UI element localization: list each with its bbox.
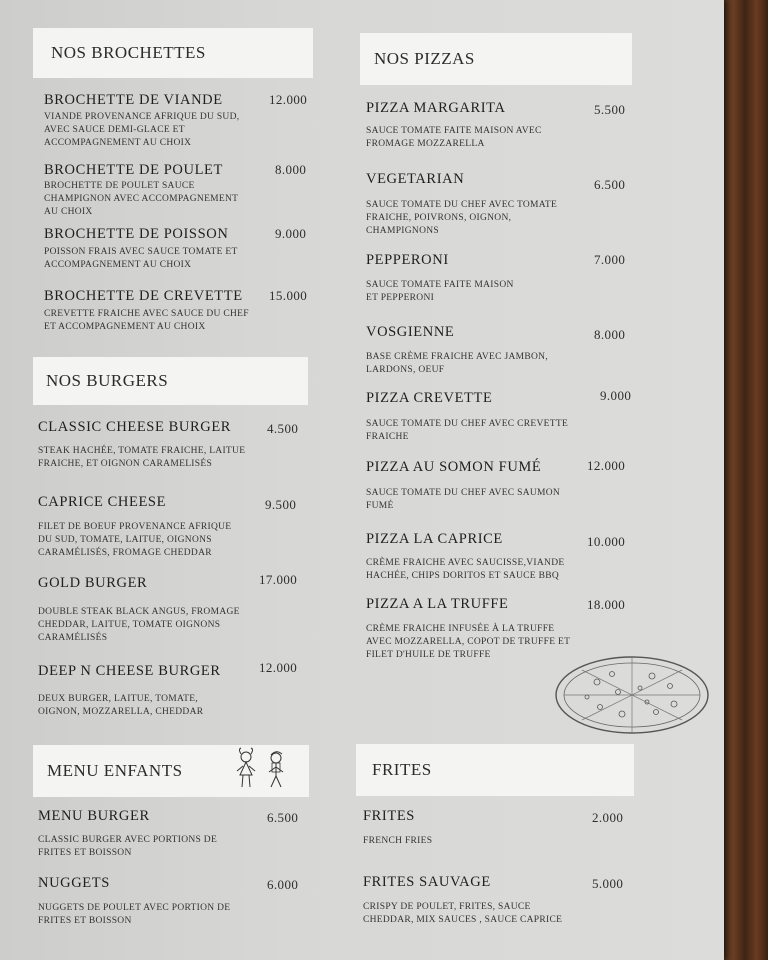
section-header-menu-enfants xyxy=(33,745,309,797)
item-description: CREVETTE FRAICHE AVEC SAUCE DU CHEF ET ACCOMPAGNEMENT AU CHOIX xyxy=(44,309,249,332)
item-name: NUGGETS xyxy=(38,875,110,891)
menu-item xyxy=(38,494,308,564)
item-price: 9.000 xyxy=(600,388,632,403)
wooden-table xyxy=(722,0,768,960)
menu-item xyxy=(44,162,312,218)
item-price: 17.000 xyxy=(259,572,298,587)
menu-item xyxy=(44,226,312,272)
item-name: FRITES xyxy=(363,808,415,824)
pizza-drawing-icon xyxy=(552,652,712,738)
item-description: CRÈME FRAICHE AVEC SAUCISSE,VIANDE HACHÉE, CHIPS DORITOS ET SAUCE BBQ xyxy=(366,558,565,581)
item-price: 9.000 xyxy=(275,226,307,241)
item-description: NUGGETS DE POULET AVEC PORTION DE FRITES ET BOISSON xyxy=(38,903,231,926)
item-description: STEAK HACHÉE, TOMATE FRAICHE, LAITUE FRAICHE, ET OIGNON CARAMELISÉS xyxy=(38,446,246,469)
item-name: PIZZA A LA TRUFFE xyxy=(366,596,509,612)
item-name: VOSGIENNE xyxy=(366,324,455,340)
item-description: DOUBLE STEAK BLACK ANGUS, FROMAGE CHEDDAR, LAITUE, TOMATE OIGNONS CARAMÉLISÉS xyxy=(38,607,240,643)
menu-item xyxy=(366,459,631,511)
item-name: PIZZA AU SOMON FUMÉ xyxy=(366,459,542,475)
item-price: 15.000 xyxy=(269,288,308,303)
item-name: FRITES SAUVAGE xyxy=(363,874,491,890)
item-price: 2.000 xyxy=(592,810,624,825)
item-name: BROCHETTE DE CREVETTE xyxy=(44,288,243,304)
section-title: NOS BROCHETTES xyxy=(51,43,206,62)
item-price: 10.000 xyxy=(587,534,626,549)
item-name: BROCHETTE DE VIANDE xyxy=(44,92,223,108)
item-price: 6.500 xyxy=(594,177,626,192)
item-price: 9.500 xyxy=(265,497,297,512)
item-name: CLASSIC CHEESE BURGER xyxy=(38,419,232,435)
item-name: PIZZA MARGARITA xyxy=(366,100,506,116)
kids-drawing-icon xyxy=(229,745,299,797)
menu-item xyxy=(366,100,631,156)
item-price: 12.000 xyxy=(259,660,298,675)
item-description: DEUX BURGER, LAITUE, TOMATE, OIGNON, MOZZARELLA, CHEDDAR xyxy=(38,694,204,717)
item-description: CLASSIC BURGER AVEC PORTIONS DE FRITES ET BOISSON xyxy=(38,835,218,858)
item-name: PEPPERONI xyxy=(366,252,449,268)
item-description: FILET DE BOEUF PROVENANCE AFRIQUE DU SUD, TOMATE, LAITUE, OIGNONS CARAMÉLISÉS, FROMAGE CHEDDAR xyxy=(38,522,232,558)
section-title: FRITES xyxy=(372,760,432,779)
menu-item xyxy=(44,288,312,336)
item-name: VEGETARIAN xyxy=(366,171,465,187)
item-price: 6.500 xyxy=(267,810,299,825)
item-price: 7.000 xyxy=(594,252,626,267)
item-description: SAUCE TOMATE FAITE MAISON ET PEPPERONI xyxy=(366,280,514,303)
item-price: 6.000 xyxy=(267,877,299,892)
section-title: NOS PIZZAS xyxy=(374,49,475,68)
item-description: CRÈME FRAICHE INFUSÉE À LA TRUFFE AVEC MOZZARELLA, COPOT DE TRUFFE ET FILET D'HUILE DE TRUFFE xyxy=(366,624,571,660)
item-price: 12.000 xyxy=(587,458,626,473)
item-description: SAUCE TOMATE DU CHEF AVEC SAUMON FUMÉ xyxy=(366,488,561,511)
item-price: 18.000 xyxy=(587,597,626,612)
item-name: BROCHETTE DE POULET xyxy=(44,162,223,178)
item-name: PIZZA CREVETTE xyxy=(366,390,493,406)
menu-item xyxy=(38,572,308,645)
menu-item xyxy=(366,324,631,378)
item-price: 8.000 xyxy=(594,327,626,342)
menu-item xyxy=(363,808,628,852)
item-name: BROCHETTE DE POISSON xyxy=(44,226,229,242)
menu-item xyxy=(38,419,308,475)
item-description: CRISPY DE POULET, FRITES, SAUCE CHEDDAR, MIX SAUCES , SAUCE CAPRICE xyxy=(363,902,563,925)
menu-item xyxy=(366,390,636,442)
item-description: BROCHETTE DE POULET SAUCE CHAMPIGNON AVEC ACCOMPAGNEMENT AU CHOIX xyxy=(44,181,239,217)
item-description: POISSON FRAIS AVEC SAUCE TOMATE ET ACCOMPAGNEMENT AU CHOIX xyxy=(44,247,238,270)
item-name: PIZZA LA CAPRICE xyxy=(366,531,503,547)
item-description: SAUCE TOMATE DU CHEF AVEC TOMATE FRAICHE, POIVRONS, OIGNON, CHAMPIGNONS xyxy=(366,200,558,236)
item-description: SAUCE TOMATE DU CHEF AVEC CREVETTE FRAICHE xyxy=(366,419,569,442)
section-header-pizzas xyxy=(360,33,632,85)
section-title: NOS BURGERS xyxy=(46,371,169,390)
item-price: 4.500 xyxy=(267,421,299,436)
section-header-frites xyxy=(356,744,634,796)
menu-item xyxy=(366,252,631,308)
menu-item xyxy=(366,171,631,241)
item-name: MENU BURGER xyxy=(38,808,150,824)
item-price: 5.500 xyxy=(594,102,626,117)
menu-item xyxy=(363,874,628,930)
item-price: 12.000 xyxy=(269,92,308,107)
section-header-burgers xyxy=(33,357,308,405)
item-name: CAPRICE CHEESE xyxy=(38,494,167,510)
menu-item xyxy=(366,531,631,583)
item-description: SAUCE TOMATE FAITE MAISON AVEC FROMAGE MOZZARELLA xyxy=(366,126,542,149)
item-description: VIANDE PROVENANCE AFRIQUE DU SUD, AVEC SAUCE DEMI-GLACE ET ACCOMPAGNEMENT AU CHOIX xyxy=(44,112,240,148)
item-price: 8.000 xyxy=(275,162,307,177)
item-price: 5.000 xyxy=(592,876,624,891)
item-description: BASE CRÈME FRAICHE AVEC JAMBON, LARDONS, OEUF xyxy=(366,352,549,375)
section-header-brochettes xyxy=(33,28,313,78)
item-description: FRENCH FRIES xyxy=(363,836,433,846)
item-name: GOLD BURGER xyxy=(38,575,148,591)
menu-item xyxy=(38,875,308,931)
section-title: MENU ENFANTS xyxy=(47,761,183,780)
item-name: DEEP N CHEESE BURGER xyxy=(38,663,221,679)
menu-item xyxy=(38,808,308,860)
menu-item xyxy=(38,660,308,723)
menu-item xyxy=(44,92,312,152)
